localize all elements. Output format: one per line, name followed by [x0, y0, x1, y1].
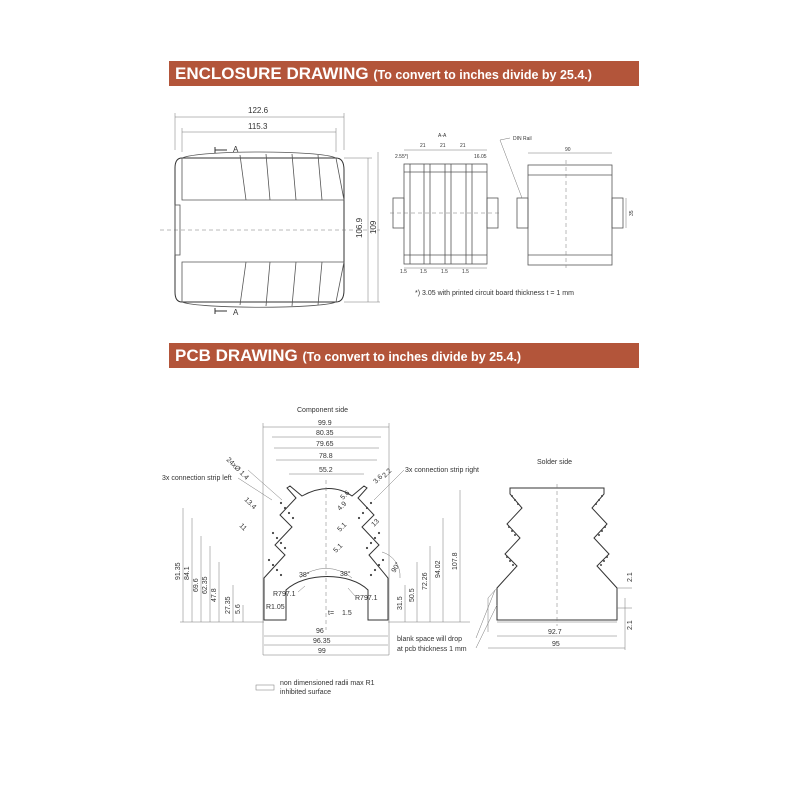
- inhibited-surface-swatch: [256, 685, 274, 690]
- solder-holes-left: [506, 495, 519, 566]
- solder-side-label: Solder side: [537, 459, 573, 466]
- bottom-dim-96-35: 96.35: [313, 638, 331, 645]
- right-height-1: 50.5: [409, 588, 416, 602]
- blank-space-note-line2: at pcb thickness 1 mm: [397, 646, 467, 653]
- side-dim-width: 90: [565, 147, 571, 153]
- strip-dim-13-4: 13.4: [242, 496, 258, 512]
- dim-height-106: 106.9: [355, 217, 364, 238]
- angle-left: 38°: [299, 572, 310, 579]
- dim-79-65: 79.65: [316, 441, 334, 448]
- strip-dim-5-1b: 5.1: [332, 542, 345, 555]
- enclosure-side-view: [500, 136, 635, 268]
- thickness-value: 1.5: [342, 610, 352, 617]
- section-dim-b: 21: [420, 143, 426, 149]
- blank-space-note-line1: blank space will drop: [397, 636, 462, 643]
- left-height-2: 69.6: [193, 578, 200, 592]
- section-bottom-dim-1: 1.5: [400, 269, 407, 275]
- strip-dim-5-1a: 5.1: [336, 521, 349, 534]
- section-bottom-dim-4: 1.5: [462, 269, 469, 275]
- right-height-4: 107.8: [452, 552, 459, 570]
- enclosure-top-view: [160, 106, 380, 317]
- strip-right-label: 3x connection strip right: [405, 467, 479, 474]
- side-dim-height: 35: [629, 210, 635, 216]
- left-height-3: 62.35: [202, 576, 209, 594]
- bottom-dim-96: 96: [316, 628, 324, 635]
- section-dim-a: 2.55*): [395, 154, 409, 160]
- din-rail-label: DIN Rail: [513, 136, 532, 142]
- strip-dim-5-6: 5.6: [339, 489, 352, 502]
- solder-dim-92-7: 92.7: [548, 629, 562, 636]
- strip-left-label: 3x connection strip left: [162, 475, 232, 482]
- enclosure-section-aa: [390, 133, 500, 275]
- radius-small: R1.05: [266, 604, 285, 611]
- strip-dim-13: 13: [370, 517, 381, 529]
- thickness-label: t=: [328, 610, 335, 617]
- legend-note-line1: non dimensioned radii max R1: [280, 680, 375, 687]
- section-dim-e: 16.05: [474, 154, 487, 160]
- left-height-4: 47.8: [211, 588, 218, 602]
- pcb-title: PCB DRAWING: [175, 346, 298, 365]
- section-bottom-dim-3: 1.5: [441, 269, 448, 275]
- solder-dim-2-1b: 2.1: [627, 620, 634, 630]
- enclosure-subtitle: (To convert to inches divide by 25.4.): [373, 68, 592, 82]
- angle-right: 38°: [340, 571, 351, 578]
- section-bottom-dim-2: 1.5: [420, 269, 427, 275]
- radius-left: R797.1: [273, 591, 296, 598]
- section-dim-c: 21: [440, 143, 446, 149]
- pcb-solder-side: [476, 459, 634, 650]
- section-dim-d: 21: [460, 143, 466, 149]
- left-height-0: 91.35: [175, 562, 182, 580]
- solder-dim-2-1a: 2.1: [627, 572, 634, 582]
- dim-80-35: 80.35: [316, 430, 334, 437]
- component-side-label: Component side: [297, 407, 348, 414]
- strip-dim-4-9: 4.9: [336, 500, 349, 513]
- hole-diameter-label: 24xØ 1.4: [224, 456, 250, 482]
- radius-right: R797.1: [355, 595, 378, 602]
- dim-78-8: 78.8: [319, 453, 333, 460]
- strip-dim-11: 11: [237, 522, 248, 533]
- strip-dim-2-2: 2.2: [381, 467, 394, 480]
- pcb-component-side: [162, 407, 479, 655]
- section-marker-bottom: A: [233, 308, 239, 317]
- pcb-subtitle: (To convert to inches divide by 25.4.): [302, 350, 522, 364]
- section-marker-top: A: [233, 145, 239, 154]
- right-height-0: 31.5: [397, 596, 404, 610]
- legend-note-line2: inhibited surface: [280, 689, 331, 696]
- dim-height-109: 109: [369, 220, 378, 234]
- left-height-5: 27.35: [225, 596, 232, 614]
- angle-90: 90°: [390, 561, 403, 574]
- enclosure-title: ENCLOSURE DRAWING: [175, 64, 369, 83]
- dim-width-122: 122.6: [248, 106, 269, 115]
- enclosure-footnote: *) 3.05 with printed circuit board thickness t = 1 mm: [415, 290, 574, 297]
- right-height-2: 72.26: [422, 572, 429, 590]
- dim-55-2: 55.2: [319, 467, 333, 474]
- strip-dim-3-6: 3.6: [372, 473, 385, 486]
- connection-strip-right: [358, 502, 384, 576]
- left-height-6: 5.6: [235, 604, 242, 614]
- dim-99-9: 99.9: [318, 420, 332, 427]
- right-height-3: 94.02: [435, 560, 442, 578]
- section-aa-title: A-A: [438, 133, 447, 139]
- bottom-dim-99: 99: [318, 648, 326, 655]
- solder-holes-right: [595, 495, 608, 566]
- dim-width-115: 115.3: [248, 122, 268, 131]
- left-height-1: 84.1: [184, 566, 191, 580]
- solder-dim-95: 95: [552, 641, 560, 648]
